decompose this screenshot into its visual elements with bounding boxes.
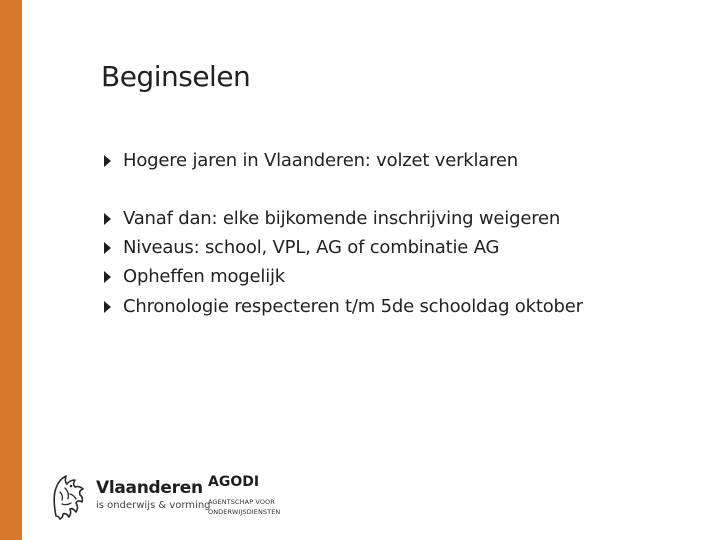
bullet-text: Opheffen mogelijk: [123, 266, 286, 287]
arrow-bullet-icon: [104, 242, 111, 254]
side-accent-bar: [0, 0, 22, 540]
flemish-lion-icon: [50, 472, 86, 520]
vlaanderen-name: Vlaanderen: [96, 478, 203, 498]
bullet-item: [104, 208, 560, 229]
bullet-item: [104, 150, 518, 171]
bullet-text: Hogere jaren in Vlaanderen: volzet verklaren: [123, 150, 519, 171]
footer-logos: [50, 468, 300, 524]
vlaanderen-tagline: is onderwijs & vorming: [96, 500, 211, 511]
arrow-bullet-icon: [104, 155, 111, 167]
agodi-name: AGODI: [208, 474, 260, 490]
bullet-item: [104, 266, 285, 287]
arrow-bullet-icon: [104, 271, 111, 283]
bullet-text: Vanaf dan: elke bijkomende inschrijving weigeren: [123, 208, 561, 229]
agodi-subtitle-line-1: AGENTSCHAP VOOR: [208, 498, 275, 506]
bullet-text: Niveaus: school, VPL, AG of combinatie AG: [123, 237, 500, 258]
bullet-item: [104, 237, 499, 258]
bullet-text: Chronologie respecteren t/m 5de schooldag oktober: [123, 296, 583, 317]
agodi-subtitle-line-2: ONDERWIJSDIENSTEN: [208, 508, 281, 516]
bullet-item: [104, 296, 583, 317]
arrow-bullet-icon: [104, 213, 111, 225]
arrow-bullet-icon: [104, 301, 111, 313]
slide-title: Beginselen: [101, 60, 251, 93]
